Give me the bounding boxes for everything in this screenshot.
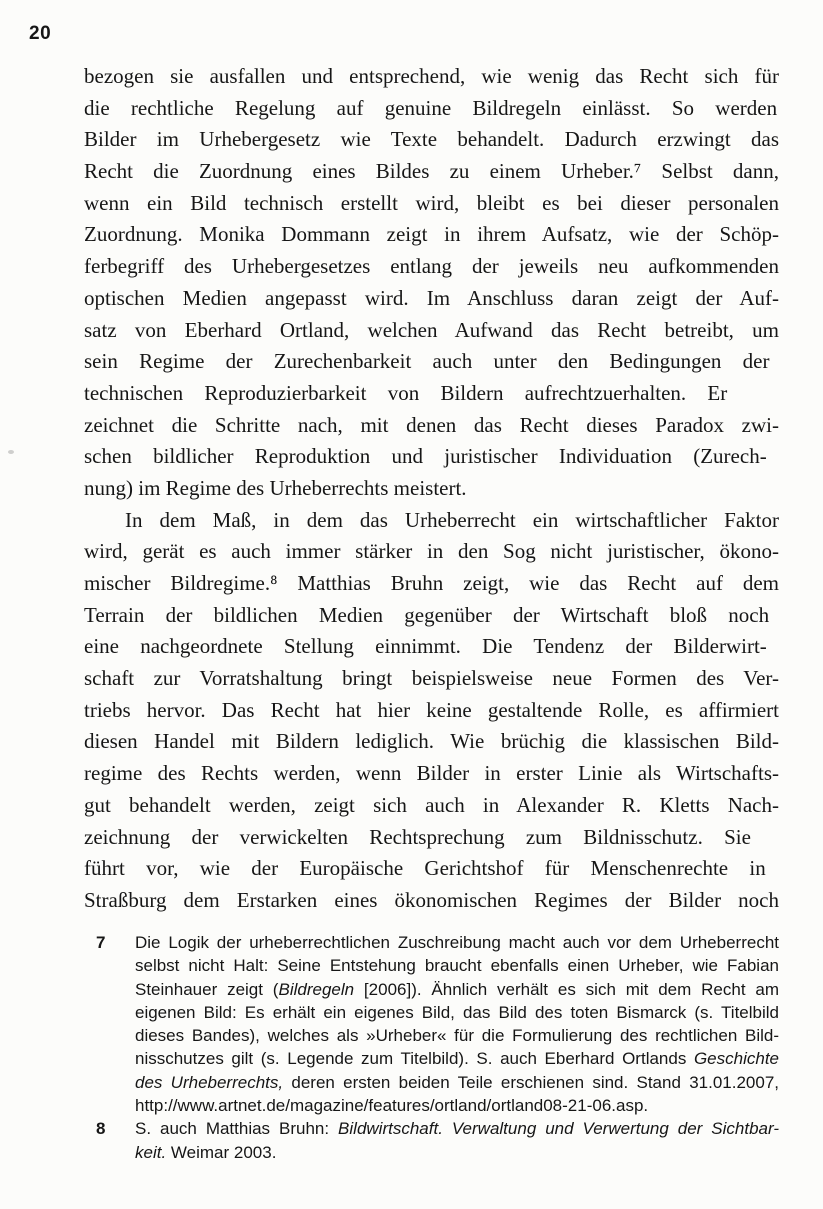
footnote-roman-text: Steinhauer zeigt (: [135, 979, 279, 999]
footnote-line-text: [135, 933, 779, 952]
footnote-line: [135, 1071, 779, 1094]
footnote-line: [135, 1001, 779, 1024]
body-line: [84, 93, 779, 125]
body-line: [84, 283, 779, 315]
body-line: [84, 315, 779, 347]
footnote-italic-text: Bildwirtschaft. Verwaltung und Verwertung der Sichtbar-: [338, 1119, 780, 1139]
body-line: [84, 853, 779, 885]
body-line-text: optischen Medien angepasst wird. Im Anschluss daran zeigt der Auf-: [84, 285, 779, 310]
footnote-roman-text: http://www.artnet.de/magazine/features/ortland/ortland08-21-06.asp.: [135, 1096, 649, 1116]
footnote: [84, 931, 779, 1117]
footnote-line-text: [135, 1096, 648, 1115]
body-line-text: Straßburg dem Erstarken eines ökonomischen Regimes der Bilder noch: [84, 887, 779, 912]
page-number: 20: [29, 23, 52, 44]
footnote-italic-text: Bildregeln: [278, 979, 355, 999]
body-line: [84, 822, 779, 854]
footnote-line-text: [135, 956, 779, 975]
body-line: [84, 536, 779, 568]
body-line-text: führt vor, wie der Europäische Gerichtshof für Menschenrechte in: [84, 856, 766, 881]
body-line: [84, 251, 779, 283]
footnote: [84, 1117, 779, 1164]
body-line-text: sein Regime der Zurechenbarkeit auch unter den Bedingungen der: [84, 349, 770, 374]
body-line-text: technischen Reproduzierbarkeit von Bildern aufrechtzuerhalten. Er: [84, 380, 728, 405]
footnote-line: [135, 1141, 779, 1164]
body-line: [84, 124, 779, 156]
footnotes: [84, 931, 779, 1164]
footnote-roman-text: deren ersten beiden Teile erschienen sind. Stand 31.01.2007,: [283, 1072, 779, 1092]
body-line: [84, 885, 779, 917]
footnote-roman-text: selbst nicht Halt: Seine Entstehung braucht ebenfalls einen Urheber, wie Fabian: [135, 956, 779, 976]
body-line-text: satz von Eberhard Ortland, welchen Aufwand das Recht betreibt, um: [84, 317, 779, 342]
footnote-number: 7: [96, 933, 106, 952]
footnote-roman-text: [2006]). Ähnlich verhält es sich mit dem Recht am: [354, 979, 779, 999]
body-line: [84, 695, 779, 727]
body-line: [84, 663, 779, 695]
body-line: [84, 441, 779, 473]
footnote-roman-text: Weimar 2003.: [166, 1142, 277, 1162]
footnote-line: [135, 1047, 779, 1070]
body-line-text: nung) im Regime des Urheberrechts meistert.: [84, 475, 467, 500]
body-line: [84, 378, 779, 410]
body-text: [84, 61, 779, 917]
body-line: [84, 156, 779, 188]
body-line-text: Terrain der bildlichen Medien gegenüber der Wirtschaft bloß noch: [84, 602, 770, 627]
footnote-line-text: [135, 1073, 779, 1092]
footnote-roman-text: Die Logik der urheberrechtlichen Zuschreibung macht auch vor dem Urheberrecht: [135, 933, 779, 952]
footnote-line: [135, 1094, 779, 1117]
footnote-line: [135, 1117, 779, 1140]
body-line-text: eine nachgeordnete Stellung einnimmt. Die Tendenz der Bilderwirt-: [84, 634, 767, 659]
footnote-line-text: [135, 980, 779, 999]
footnote-roman-text: eigenen Bild: Es erhält ein eigenes Bild, das Bild des toten Bismarck (s. Titelbild: [135, 1002, 779, 1022]
footnote-number: 8: [96, 1119, 106, 1139]
body-line-text: zeichnung der verwickelten Rechtsprechung zum Bildnisschutz. Sie: [84, 824, 751, 849]
footnote-line-text: [135, 1026, 779, 1045]
footnote-line-text: [135, 1143, 276, 1162]
body-line-text: wenn ein Bild technisch erstellt wird, bleibt es bei dieser personalen: [84, 190, 779, 215]
body-line-text: In dem Maß, in dem das Urheberrecht ein wirtschaftlicher Faktor: [125, 507, 779, 532]
footnote-line-text: [135, 1003, 779, 1022]
footnote-line: [135, 931, 779, 954]
footnote-italic-text: keit.: [135, 1142, 167, 1162]
body-line-text: zeichnet die Schritte nach, mit denen das Recht dieses Paradox zwi-: [84, 412, 779, 437]
body-line-text: Zuordnung. Monika Dommann zeigt in ihrem Aufsatz, wie der Schöp-: [84, 222, 779, 247]
body-line-text: schaft zur Vorratshaltung bringt beispielsweise neue Formen des Ver-: [84, 666, 779, 691]
footnote-roman-text: S. auch Matthias Bruhn:: [135, 1119, 339, 1139]
footnote-line-text: [135, 1119, 779, 1138]
footnote-roman-text: nisschutzes gilt (s. Legende zum Titelbild). S. auch Eberhard Ortlands: [135, 1049, 694, 1069]
body-line: [84, 600, 779, 632]
footnote-line-text: [135, 1049, 779, 1068]
body-line-text: wird, gerät es auch immer stärker in den Sog nicht juristischer, ökono-: [84, 539, 779, 564]
body-line-text: mischer Bildregime.⁸ Matthias Bruhn zeigt, wie das Recht auf dem: [84, 571, 779, 595]
body-line-text: regime des Rechts werden, wenn Bilder in erster Linie als Wirtschafts-: [84, 761, 779, 786]
body-line: [84, 61, 779, 93]
body-line: [84, 505, 779, 537]
footnote-line: [135, 954, 779, 977]
body-line: [84, 410, 779, 442]
body-line: [84, 726, 779, 758]
body-line: [84, 219, 779, 251]
body-line-text: die rechtliche Regelung auf genuine Bildregeln einlässt. So werden: [84, 95, 778, 120]
footnote-italic-text: des Urheberrechts,: [135, 1072, 284, 1092]
body-line-text: Recht die Zuordnung eines Bildes zu einem Urheber.⁷ Selbst dann,: [84, 159, 779, 184]
footnote-italic-text: Geschichte: [693, 1049, 779, 1069]
scan-speck: [8, 450, 14, 454]
body-line-text: schen bildlicher Reproduktion und juristischer Individuation (Zurech-: [84, 444, 767, 469]
body-line: [84, 568, 779, 600]
body-line: [84, 758, 779, 790]
footnote-roman-text: dieses Bandes), welches als »Urheber« für die Formulierung des rechtlichen Bild-: [135, 1026, 779, 1046]
body-line-text: triebs hervor. Das Recht hat hier keine gestaltende Rolle, es affirmiert: [84, 697, 779, 722]
body-line-text: gut behandelt werden, zeigt sich auch in Alexander R. Kletts Nach-: [84, 792, 779, 817]
body-line: [84, 631, 779, 663]
body-line-text: ferbegriff des Urhebergesetzes entlang der jeweils neu aufkommenden: [84, 254, 779, 279]
footnote-line: [135, 978, 779, 1001]
body-line: [84, 790, 779, 822]
body-line-text: Bilder im Urhebergesetz wie Texte behandelt. Dadurch erzwingt das: [84, 127, 779, 152]
body-line: [84, 346, 779, 378]
body-line-text: diesen Handel mit Bildern lediglich. Wie brüchig die klassischen Bild-: [84, 729, 779, 754]
body-line: [84, 473, 779, 505]
footnote-line: [135, 1024, 779, 1047]
body-line-text: bezogen sie ausfallen und entsprechend, wie wenig das Recht sich für: [84, 64, 779, 88]
body-line: [84, 188, 779, 220]
